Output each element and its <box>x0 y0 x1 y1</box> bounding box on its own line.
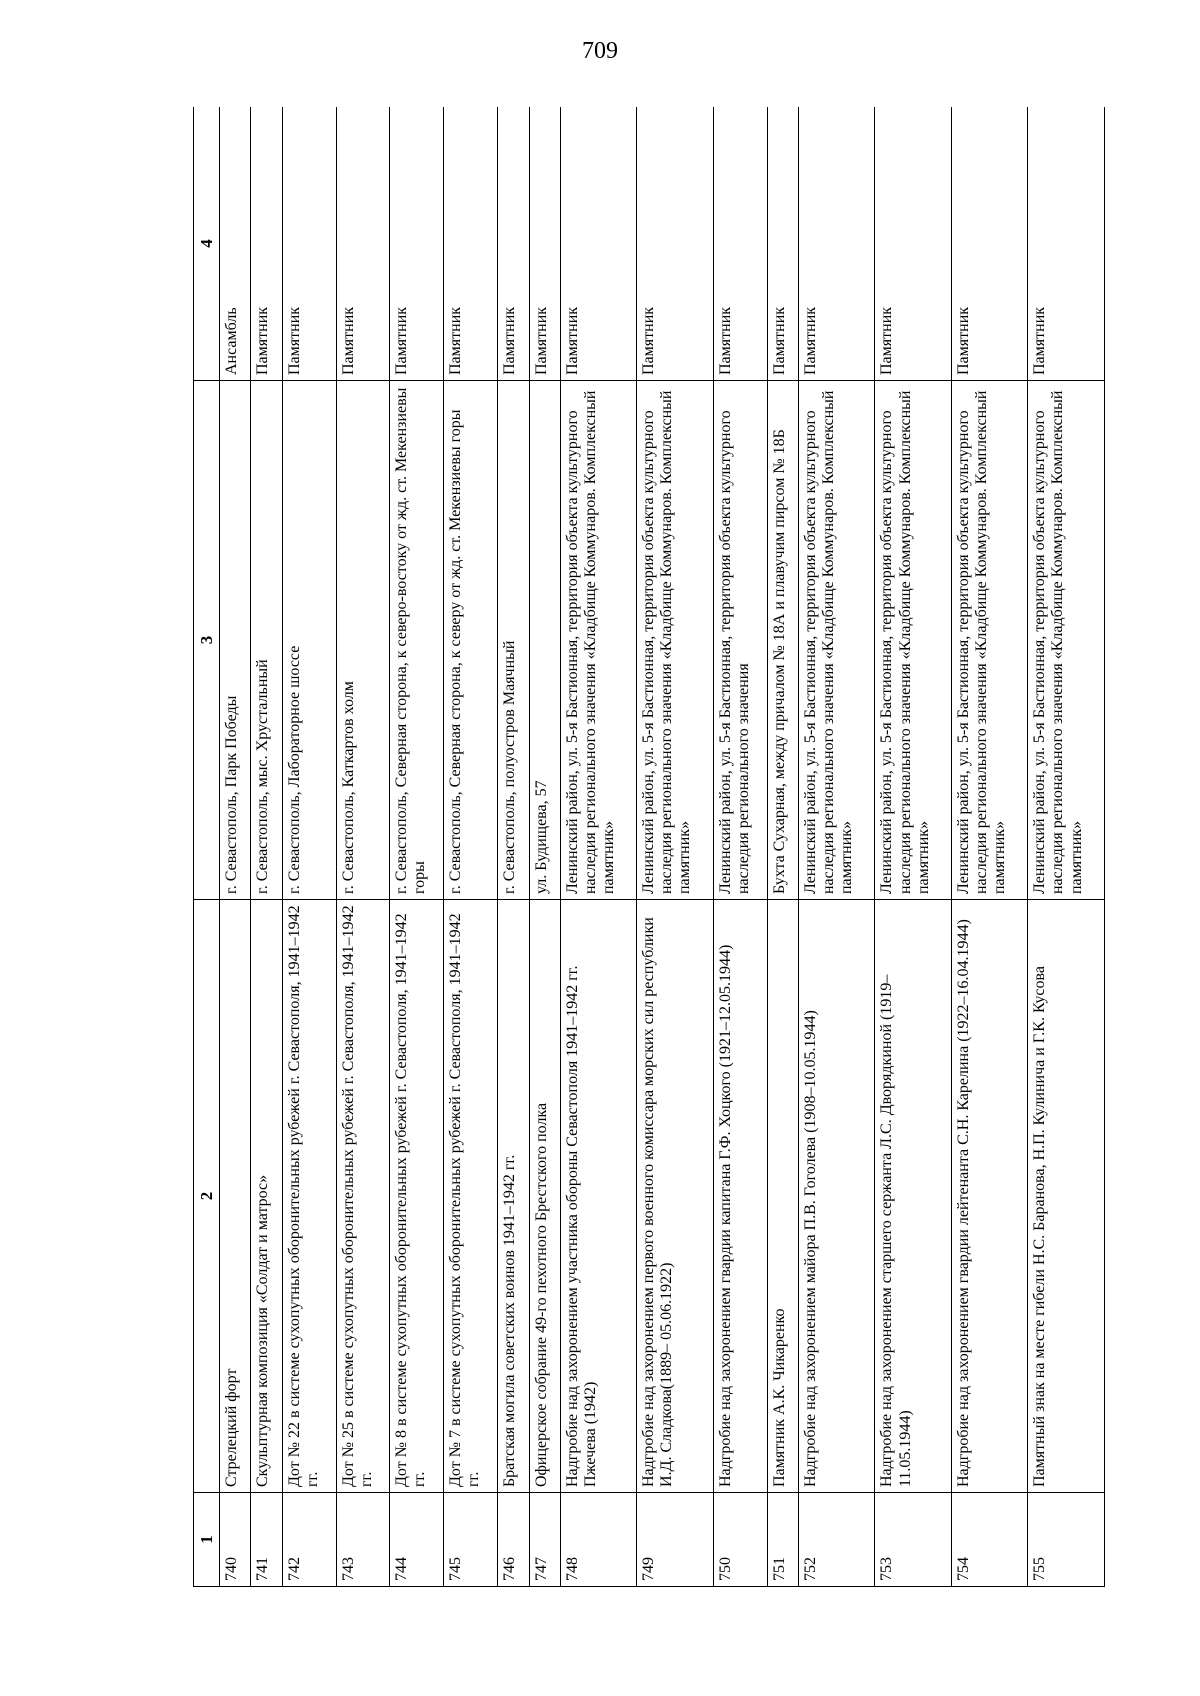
row-number-cell: 755 <box>1028 1493 1105 1587</box>
object-type-cell: Памятник <box>951 107 1027 381</box>
object-name-cell: Надгробие над захоронением гвардии капитана Г.Ф. Хоцкого (1921–12.05.1944) <box>713 900 767 1493</box>
column-header-number: 1 <box>194 1493 220 1587</box>
object-name-cell: Памятный знак на месте гибели Н.С. Баранова, Н.П. Кулинича и Г.К. Кусова <box>1028 900 1105 1493</box>
table-row <box>875 107 951 1587</box>
location-cell: Ленинский район, ул. 5-я Бастионная, территория объекта культурного наследия регионального значения «Кладбище Коммунаров. Комплексный памятник» <box>1028 381 1105 900</box>
object-name-cell: Скульптурная композиция «Солдат и матрос» <box>251 900 282 1493</box>
object-type-cell: Памятник <box>444 107 498 381</box>
table-row <box>1028 107 1105 1587</box>
object-name-cell: Братская могила советских воинов 1941–1942 гг. <box>498 900 529 1493</box>
page-number: 709 <box>582 38 618 64</box>
object-name-cell: Дот № 7 в системе сухопутных оборонительных рубежей г. Севастополя, 1941–1942 гг. <box>444 900 498 1493</box>
location-cell: г. Севастополь, Северная сторона, к северо-востоку от жд. ст. Мекензиевы горы <box>390 381 444 900</box>
object-name-cell: Дот № 8 в системе сухопутных оборонительных рубежей г. Севастополя, 1941–1942 гг. <box>390 900 444 1493</box>
object-type-cell: Памятник <box>560 107 636 381</box>
table-row <box>560 107 636 1587</box>
column-header-type: 4 <box>194 107 220 381</box>
location-cell: Ленинский район, ул. 5-я Бастионная, территория объекта культурного наследия регионального значения <box>713 381 767 900</box>
object-type-cell: Памятник <box>498 107 529 381</box>
object-name-cell: Памятник А.К. Чикаренко <box>767 900 798 1493</box>
row-number-cell: 749 <box>637 1493 713 1587</box>
row-number-cell: 746 <box>498 1493 529 1587</box>
row-number-cell: 743 <box>336 1493 390 1587</box>
object-type-cell: Памятник <box>251 107 282 381</box>
table-row <box>336 107 390 1587</box>
row-number-cell: 750 <box>713 1493 767 1587</box>
location-cell: г. Севастополь, Северная сторона, к северу от жд. ст. Мекензиевы горы <box>444 381 498 900</box>
object-type-cell: Памятник <box>767 107 798 381</box>
location-cell: Ленинский район, ул. 5-я Бастионная, территория объекта культурного наследия регионального значения «Кладбище Коммунаров. Комплексный памятник» <box>560 381 636 900</box>
object-type-cell: Памятник <box>282 107 336 381</box>
row-number-cell: 744 <box>390 1493 444 1587</box>
table-row <box>390 107 444 1587</box>
table-row <box>444 107 498 1587</box>
location-cell: Бухта Сухарная, между причалом № 18А и плавучим пирсом № 18Б <box>767 381 798 900</box>
row-number-cell: 740 <box>220 1493 251 1587</box>
location-cell: г. Севастополь, Каткартов холм <box>336 381 390 900</box>
table-header-row <box>194 107 220 1587</box>
column-header-location: 3 <box>194 381 220 900</box>
row-number-cell: 754 <box>951 1493 1027 1587</box>
row-number-cell: 745 <box>444 1493 498 1587</box>
column-header-name: 2 <box>194 900 220 1493</box>
row-number-cell: 752 <box>798 1493 874 1587</box>
table-row <box>251 107 282 1587</box>
table-row <box>637 107 713 1587</box>
object-name-cell: Надгробие над захоронением гвардии лейтенанта С.Н. Карелина (1922–16.04.1944) <box>951 900 1027 1493</box>
row-number-cell: 748 <box>560 1493 636 1587</box>
row-number-cell: 753 <box>875 1493 951 1587</box>
location-cell: Ленинский район, ул. 5-я Бастионная, территория объекта культурного наследия регионального значения «Кладбище Коммунаров. Комплексный памятник» <box>951 381 1027 900</box>
object-type-cell: Памятник <box>713 107 767 381</box>
location-cell: ул. Будищева, 57 <box>529 381 560 900</box>
object-type-cell: Памятник <box>798 107 874 381</box>
table-row <box>529 107 560 1587</box>
object-name-cell: Дот № 22 в системе сухопутных оборонительных рубежей г. Севастополя, 1941–1942 гг. <box>282 900 336 1493</box>
location-cell: Ленинский район, ул. 5-я Бастионная, территория объекта культурного наследия регионального значения «Кладбище Коммунаров. Комплексный памятник» <box>875 381 951 900</box>
location-cell: г. Севастополь, Парк Победы <box>220 381 251 900</box>
location-cell: г. Севастополь, мыс. Хрустальный <box>251 381 282 900</box>
location-cell: Ленинский район, ул. 5-я Бастионная, территория объекта культурного наследия регионального значения «Кладбище Коммунаров. Комплексный памятник» <box>798 381 874 900</box>
object-name-cell: Надгробие над захоронением участника обороны Севастополя 1941–1942 гг. Пжечева (1942) <box>560 900 636 1493</box>
object-name-cell: Надгробие над захоронением старшего сержанта Л.С. Дворядкиной (1919–11.05.1944) <box>875 900 951 1493</box>
heritage-register-table <box>193 107 1105 1587</box>
object-name-cell: Надгробие над захоронением первого военного комиссара морских сил республики И.Д. Сладкова(1889– 05.06.1922) <box>637 900 713 1493</box>
table-row <box>498 107 529 1587</box>
table-frame <box>193 107 1105 1587</box>
object-type-cell: Памятник <box>390 107 444 381</box>
object-type-cell: Памятник <box>529 107 560 381</box>
object-type-cell: Памятник <box>1028 107 1105 381</box>
row-number-cell: 741 <box>251 1493 282 1587</box>
object-type-cell: Памятник <box>336 107 390 381</box>
rotated-table-container <box>193 107 1105 1587</box>
row-number-cell: 751 <box>767 1493 798 1587</box>
row-number-cell: 742 <box>282 1493 336 1587</box>
table-row <box>767 107 798 1587</box>
location-cell: г. Севастополь, Лабораторное шоссе <box>282 381 336 900</box>
row-number-cell: 747 <box>529 1493 560 1587</box>
object-name-cell: Надгробие над захоронением майора П.В. Гоголева (1908–10.05.1944) <box>798 900 874 1493</box>
object-type-cell: Памятник <box>875 107 951 381</box>
object-name-cell: Стрелецкий форт <box>220 900 251 1493</box>
object-type-cell: Ансамбль <box>220 107 251 381</box>
table-row <box>713 107 767 1587</box>
object-type-cell: Памятник <box>637 107 713 381</box>
location-cell: Ленинский район, ул. 5-я Бастионная, территория объекта культурного наследия регионального значения «Кладбище Коммунаров. Комплексный памятник» <box>637 381 713 900</box>
table-row <box>220 107 251 1587</box>
location-cell: г. Севастополь, полуостров Маячный <box>498 381 529 900</box>
object-name-cell: Офицерское собрание 49-го пехотного Брестского полка <box>529 900 560 1493</box>
table-row <box>282 107 336 1587</box>
table-body <box>220 107 1105 1587</box>
object-name-cell: Дот № 25 в системе сухопутных оборонительных рубежей г. Севастополя, 1941–1942 гг. <box>336 900 390 1493</box>
table-row <box>951 107 1027 1587</box>
table-row <box>798 107 874 1587</box>
